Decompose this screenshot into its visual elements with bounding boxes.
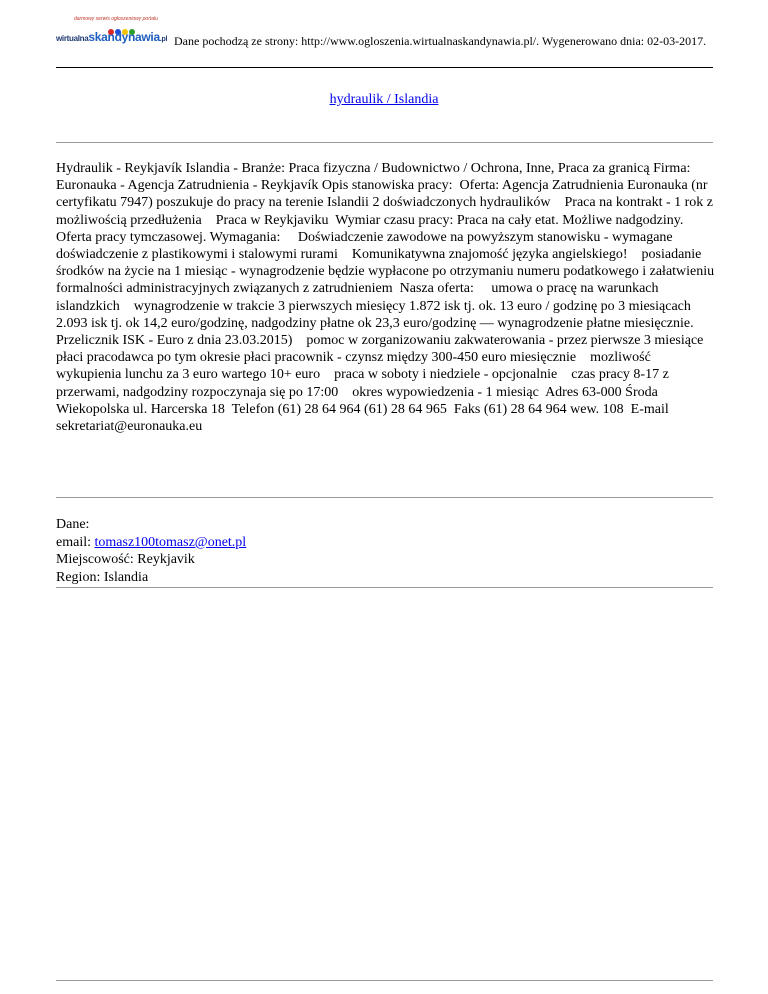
logo-wordmark: wirtualnaskandynawia.pl	[56, 30, 168, 44]
contact-divider	[56, 587, 713, 588]
contact-city-row	[56, 551, 713, 569]
city-label: Miejscowość:	[56, 552, 134, 567]
title-divider	[56, 142, 713, 143]
contact-heading: Dane:	[56, 517, 90, 532]
contact-region-row	[56, 569, 713, 587]
listing-title-link[interactable]: hydraulik / Islandia	[329, 92, 439, 107]
city-value: Reykjavik	[137, 552, 195, 567]
footer-divider	[56, 980, 713, 981]
page-header	[56, 14, 713, 66]
logo-dots	[108, 22, 136, 30]
email-link[interactable]: tomasz100tomasz@onet.pl	[94, 534, 247, 550]
listing-description: Hydraulik - Reykjavík Islandia - Branże: Praca fizyczna / Budownictwo / Ochrona, Inne, Praca za granicą Firma: Euronauka - Agencja Zatrudnienia - Reykjavík Opis stanowiska pracy: Oferta: Agencja Zatrudnienia Euronauka (nr certyfikatu 7947) poszukuje do pracy na terenie Islandii 2 doświadczonych hydraulików Praca na kontrakt - 1 rok z możliwością przedłużenia Praca w Reykjaviku Wymiar czasu pracy: Praca na cały etat. Możliwe nadgodziny. Oferta pracy tymczasowej. Wymagania: Doświadczenie zawodowe na powyższym stanowisku - wymagane doświadczenie z plastikowymi i stalowymi rurami Komunikatywna znajomość języka angielskiego! posiadanie środków na życie na 1 miesiąc - wynagrodzenie będzie wypłacone po otrzymaniu numeru podatkowego i załatwieniu formalności administracyjnych związanych z zatrudnieniem Nasza oferta: umowa o pracę na warunkach islandzkich wynagrodzenie w trakcie 3 pierwszych miesięcy 1.872 isk tj. ok. 13 euro / godzinę po 3 miesiącach 2.093 isk tj. ok 14,2 euro/godzinę, nadgodziny płatne ok 23,3 euro/godzinę — wynagrodzenie płatne miesięcznie. Przelicznik ISK - Euro z dnia 23.03.2015) pomoc w zorganizowaniu zakwaterowania - przez pierwsze 3 miesiące płaci pracodawca po tym okresie płaci pracownik - czynsz między 300-450 euro miesięcznie mozliwość wykupienia lunchu za 3 euro wartego 10+ euro praca w soboty i niedziele - opcjonalnie czas pracy 8-17 z przerwami, nadgodziny rozpoczynaja się po 17:00 okres wypowiedzenia - 1 miesiąc Adres 63-000 Środa Wiekopolska ul. Harcerska 18 Telefon (61) 28 64 964 (61) 28 64 965 Faks (61) 28 64 964 wew. 108 E-mail sekretariat@euronauka.eu	[56, 161, 718, 435]
contact-email-row	[56, 534, 713, 552]
description-divider	[56, 497, 713, 498]
logo-tagline: darmowy serwis ogłoszeniowy portalu	[74, 16, 158, 22]
contact-block	[56, 516, 713, 586]
header-divider	[56, 67, 713, 68]
listing-title	[0, 92, 768, 108]
region-label: Region:	[56, 569, 101, 585]
site-logo	[56, 14, 168, 54]
region-value: Islandia	[103, 569, 149, 585]
email-label: email:	[56, 534, 91, 550]
source-note: Dane pochodzą ze strony: http://www.ogloszenia.wirtualnaskandynawia.pl/. Wygenerowano dnia: 02-03-2017.	[174, 34, 707, 48]
